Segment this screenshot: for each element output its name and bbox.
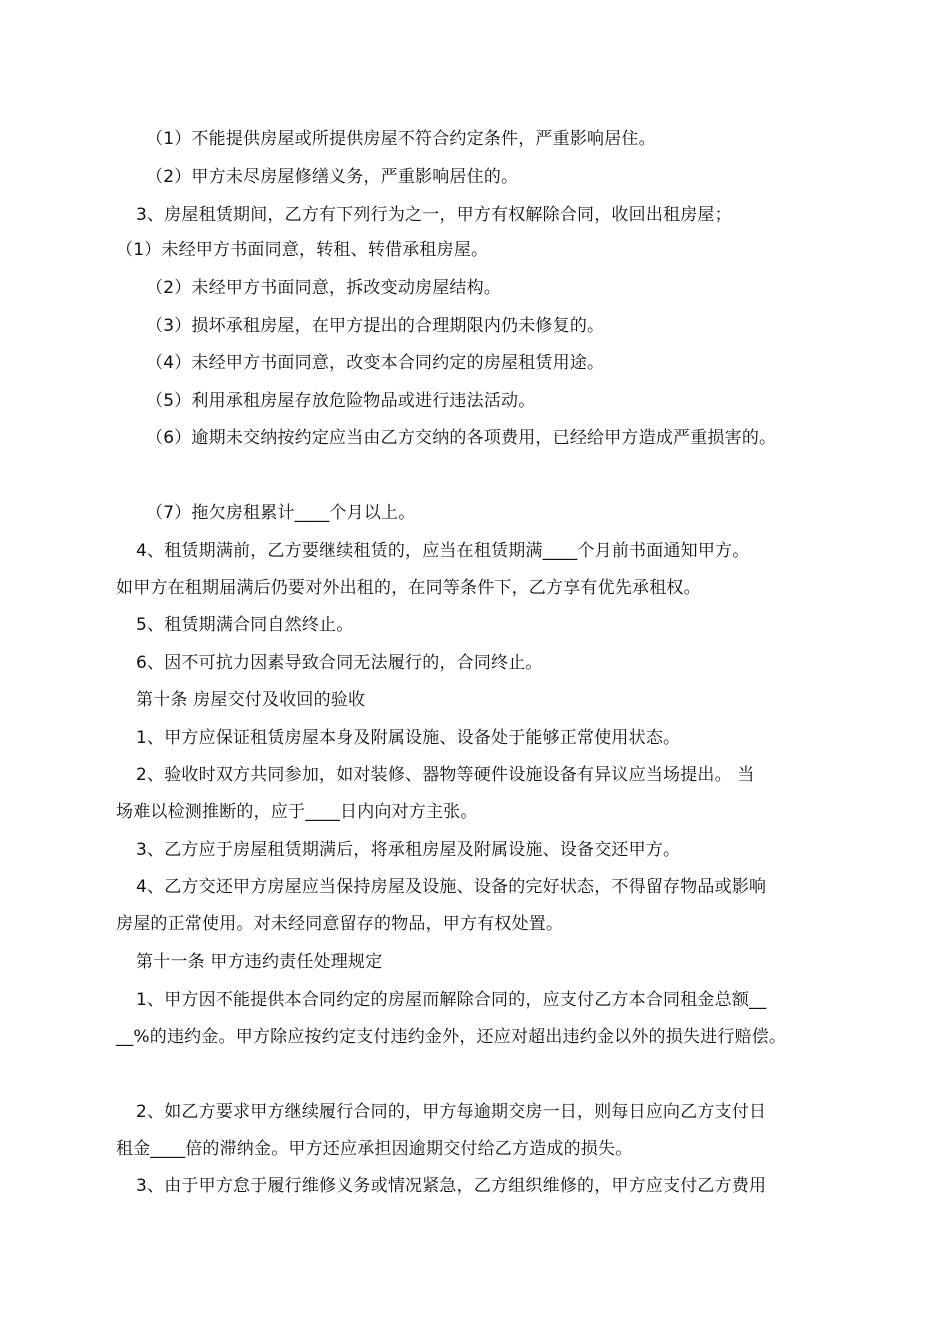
clause-text-line: （1）不能提供房屋或所提供房屋不符合约定条件，严重影响居住。: [146, 129, 656, 149]
clause-text-line: （1）未经甲方书面同意，转租、转借承租房屋。: [116, 240, 489, 260]
clause-text-line: （7）拖欠房租累计____个月以上。: [146, 503, 416, 523]
clause-text-line: 场难以检测推断的，应于____日内向对方主张。: [116, 802, 478, 822]
clause-text-line: 租金____倍的滞纳金。甲方还应承担因逾期交付给乙方造成的损失。: [116, 1139, 633, 1159]
clause-text-line: 3、房屋租赁期间，乙方有下列行为之一，甲方有权解除合同，收回出租房屋；: [136, 205, 732, 225]
clause-text-line: （6）逾期未交纳按约定应当由乙方交纳的各项费用，已经给甲方造成严重损害的。: [146, 428, 777, 448]
clause-text-line: 如甲方在租期届满后仍要对外出租的，在同等条件下，乙方享有优先承租权。: [116, 578, 701, 598]
clause-text-line: （5）利用承租房屋存放危险物品或进行违法活动。: [146, 391, 536, 411]
clause-text-line: 2、验收时双方共同参加，如对装修、器物等硬件设施设备有异议应当场提出。 当: [136, 765, 755, 785]
clause-text-line: （3）损坏承租房屋，在甲方提出的合理期限内仍未修复的。: [146, 316, 605, 336]
clause-text-line: __%的违约金。甲方除应按约定支付违约金外，还应对超出违约金以外的损失进行赔偿。: [116, 1027, 787, 1047]
clause-text-line: 4、租赁期满前，乙方要继续租赁的，应当在租赁期满____个月前书面通知甲方。: [136, 541, 750, 561]
clause-text-line: 3、由于甲方怠于履行维修义务或情况紧急，乙方组织维修的，甲方应支付乙方费用: [136, 1176, 767, 1196]
clause-text-line: 1、甲方因不能提供本合同约定的房屋而解除合同的，应支付乙方本合同租金总额__: [136, 990, 767, 1010]
clause-text-line: 4、乙方交还甲方房屋应当保持房屋及设施、设备的完好状态，不得留存物品或影响: [136, 877, 767, 897]
clause-text-line: （2）未经甲方书面同意，拆改变动房屋结构。: [146, 278, 502, 298]
section-heading: 第十一条 甲方违约责任处理规定: [136, 952, 383, 972]
clause-text-line: 5、租赁期满合同自然终止。: [136, 615, 354, 635]
clause-text-line: 2、如乙方要求甲方继续履行合同的，甲方每逾期交房一日，则每日应向乙方支付日: [136, 1102, 767, 1122]
clause-text-line: （4）未经甲方书面同意，改变本合同约定的房屋租赁用途。: [146, 353, 605, 373]
clause-text-line: 3、乙方应于房屋租赁期满后，将承租房屋及附属设施、设备交还甲方。: [136, 840, 681, 860]
clause-text-line: 6、因不可抗力因素导致合同无法履行的，合同终止。: [136, 653, 543, 673]
section-heading: 第十条 房屋交付及收回的验收: [136, 690, 366, 710]
clause-text-line: （2）甲方未尽房屋修缮义务，严重影响居住的。: [146, 167, 519, 187]
clause-text-line: 1、甲方应保证租赁房屋本身及附属设施、设备处于能够正常使用状态。: [136, 728, 681, 748]
clause-text-line: 房屋的正常使用。对未经同意留存的物品，甲方有权处置。: [116, 914, 564, 934]
